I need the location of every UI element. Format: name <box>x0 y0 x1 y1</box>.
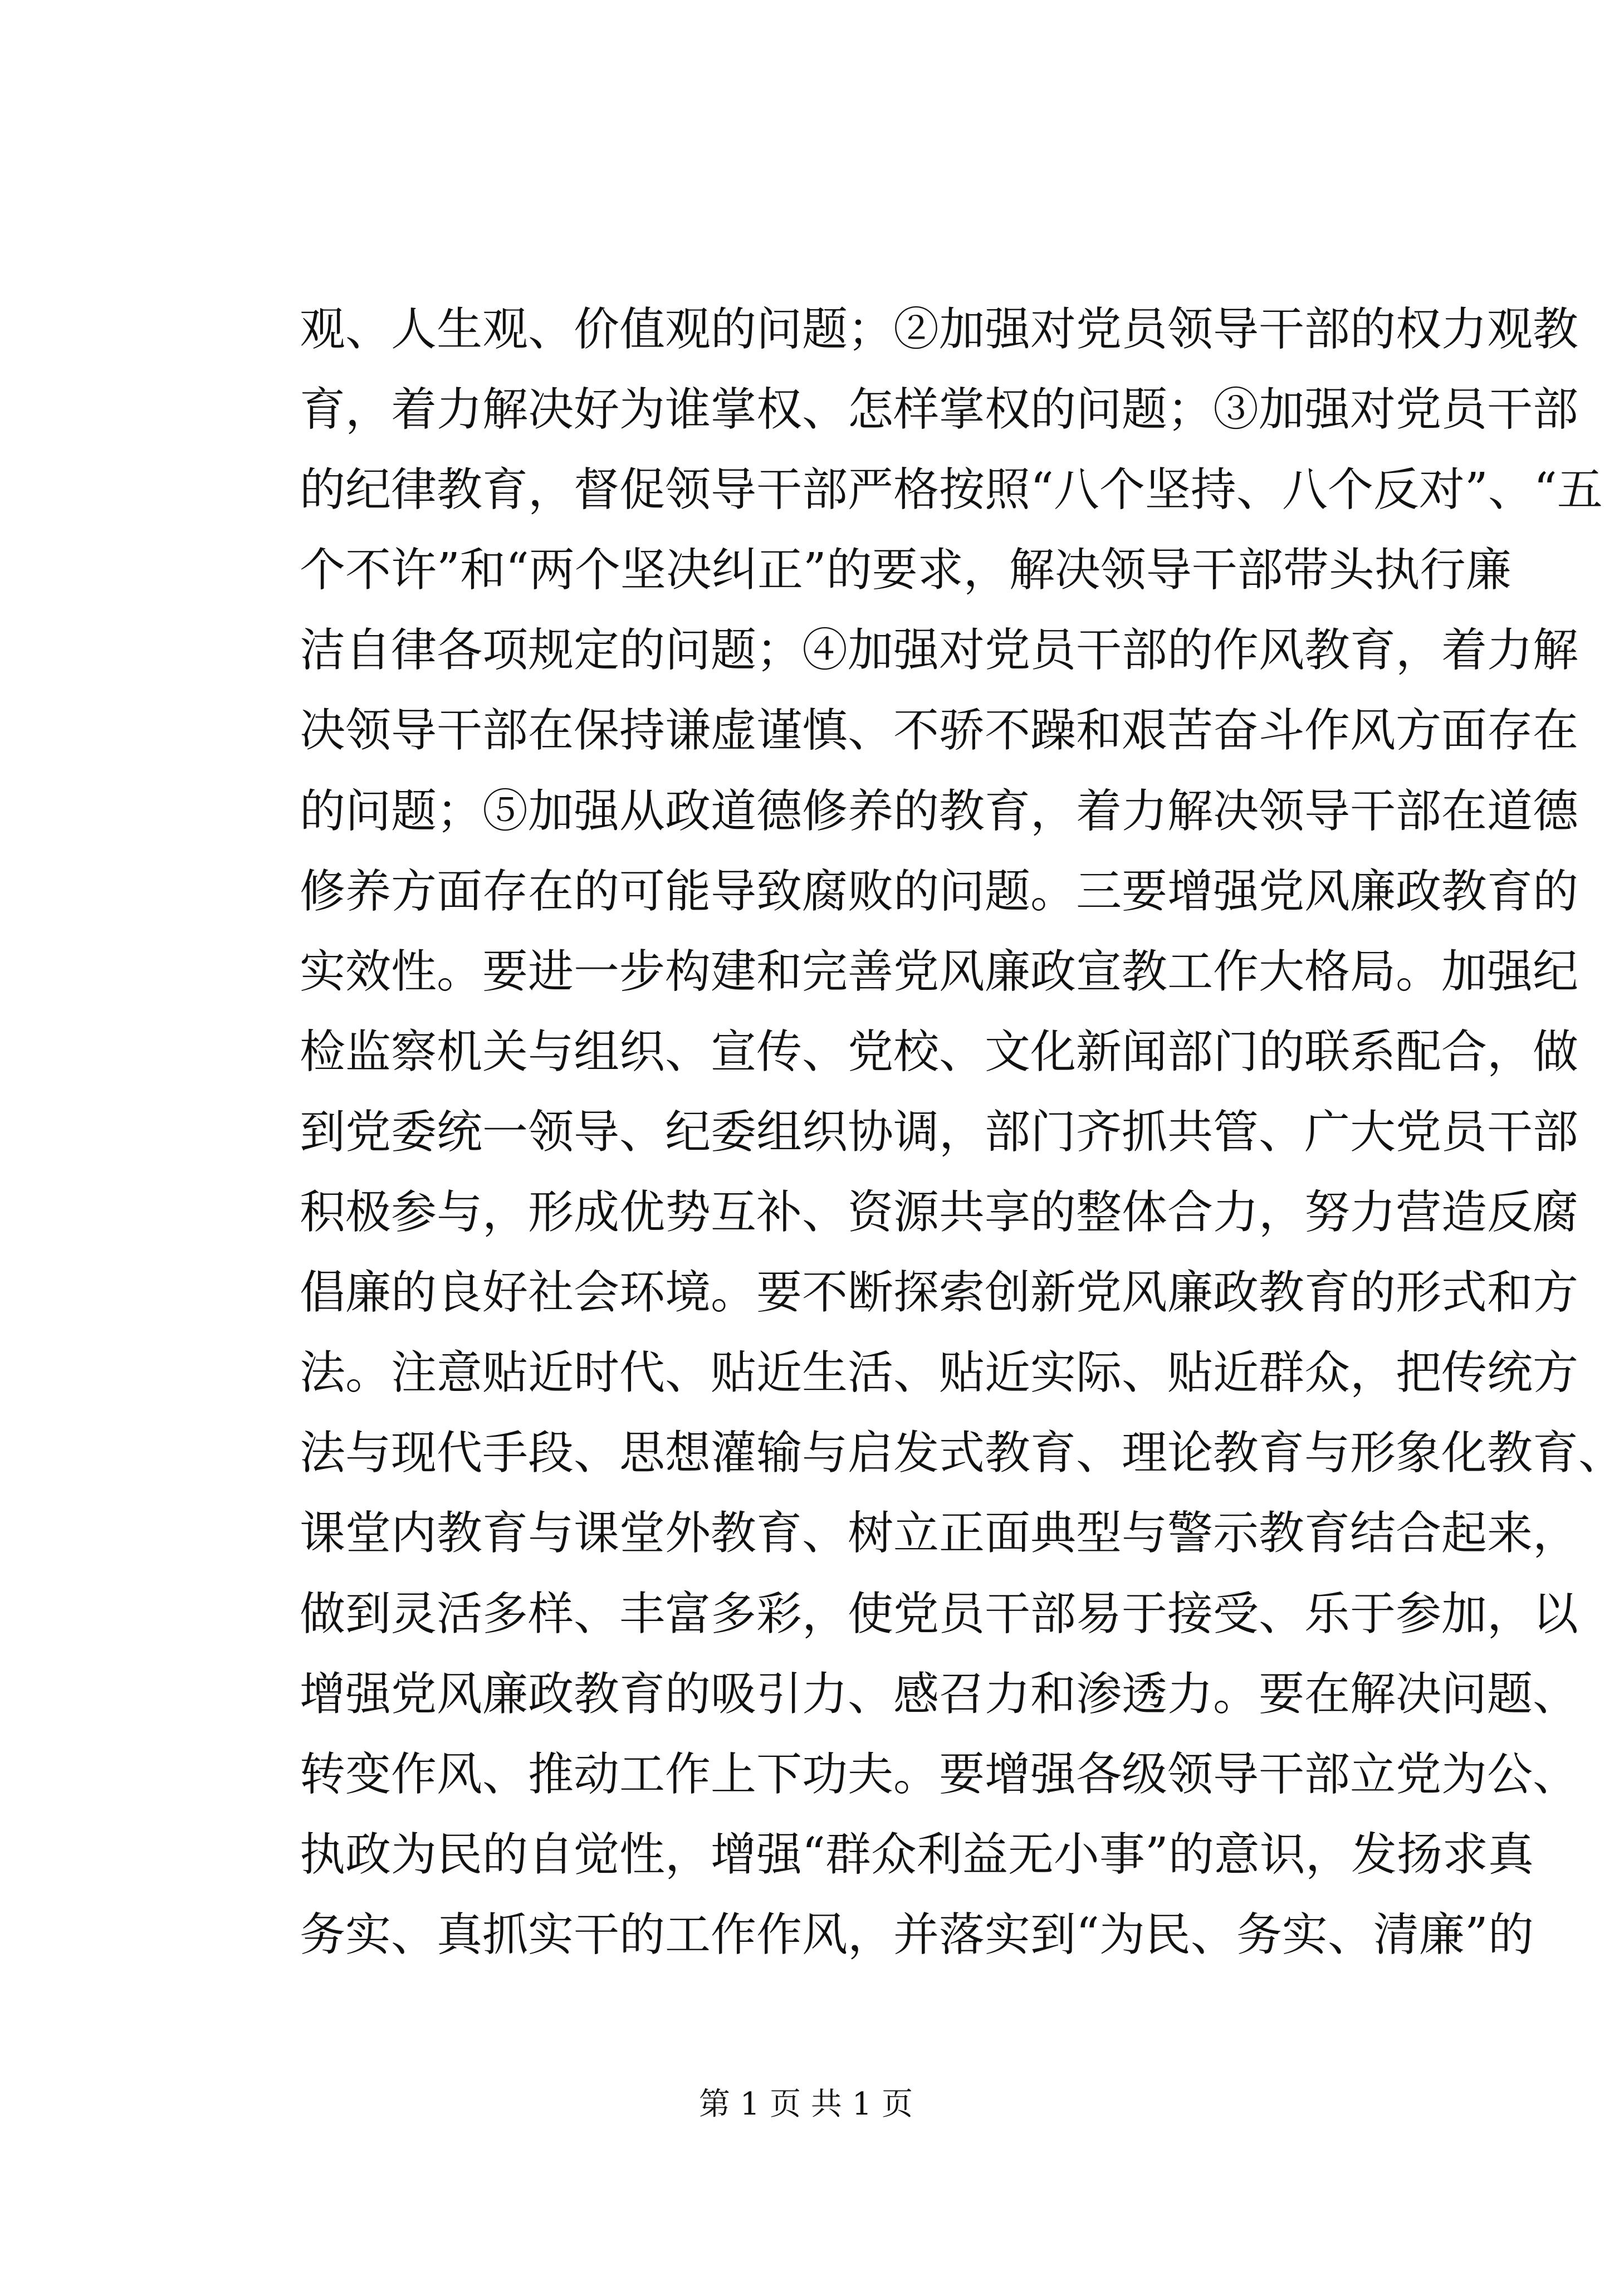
text-line: 执政为民的自觉性，增强“群众利益无小事”的意识，发扬求真 <box>300 1828 1534 1881</box>
text-line: 的纪律教育，督促领导干部严格按照“八个坚持、八个反对”、“五 <box>300 463 1603 517</box>
text-line: 观、人生观、价值观的问题；②加强对党员领导干部的权力观教 <box>300 303 1579 356</box>
text-line: 洁自律各项规定的问题；④加强对党员干部的作风教育，着力解 <box>300 624 1579 677</box>
text-line: 法与现代手段、思想灌输与启发式教育、理论教育与形象化教育、 <box>300 1427 1624 1480</box>
text-line: 个不许”和“两个坚决纠正”的要求，解决领导干部带头执行廉 <box>300 544 1512 597</box>
text-line: 倡廉的良好社会环境。要不断探索创新党风廉政教育的形式和方 <box>300 1266 1579 1320</box>
text-line: 检监察机关与组织、宣传、党校、文化新闻部门的联系配合，做 <box>300 1025 1579 1078</box>
text-line: 法。注意贴近时代、贴近生活、贴近实际、贴近群众，把传统方 <box>300 1346 1579 1400</box>
text-line: 务实、真抓实干的工作作风，并落实到“为民、务实、清廉”的 <box>300 1908 1534 1961</box>
text-line: 的问题；⑤加强从政道德修养的教育，着力解决领导干部在道德 <box>300 784 1579 838</box>
text-line: 修养方面存在的可能导致腐败的问题。三要增强党风廉政教育的 <box>300 865 1579 918</box>
text-line: 决领导干部在保持谦虚谨慎、不骄不躁和艰苦奋斗作风方面存在 <box>300 704 1579 758</box>
text-line: 积极参与，形成优势互补、资源共享的整体合力，努力营造反腐 <box>300 1186 1579 1239</box>
text-line: 转变作风、推动工作上下功夫。要增强各级领导干部立党为公、 <box>300 1747 1579 1801</box>
body-text <box>300 290 1624 1975</box>
text-line: 增强党风廉政教育的吸引力、感召力和渗透力。要在解决问题、 <box>300 1667 1579 1721</box>
text-line: 做到灵活多样、丰富多彩，使党员干部易于接受、乐于参加，以 <box>300 1587 1579 1641</box>
text-line: 到党委统一领导、纪委组织协调，部门齐抓共管、广大党员干部 <box>300 1105 1579 1159</box>
text-line: 实效性。要进一步构建和完善党风廉政宣教工作大格局。加强纪 <box>300 945 1579 998</box>
page-footer: 第 1 页 共 1 页 <box>698 2086 913 2122</box>
text-line: 育，着力解决好为谁掌权、怎样掌权的问题；③加强对党员干部 <box>300 383 1579 437</box>
text-line: 课堂内教育与课堂外教育、树立正面典型与警示教育结合起来， <box>300 1507 1579 1560</box>
